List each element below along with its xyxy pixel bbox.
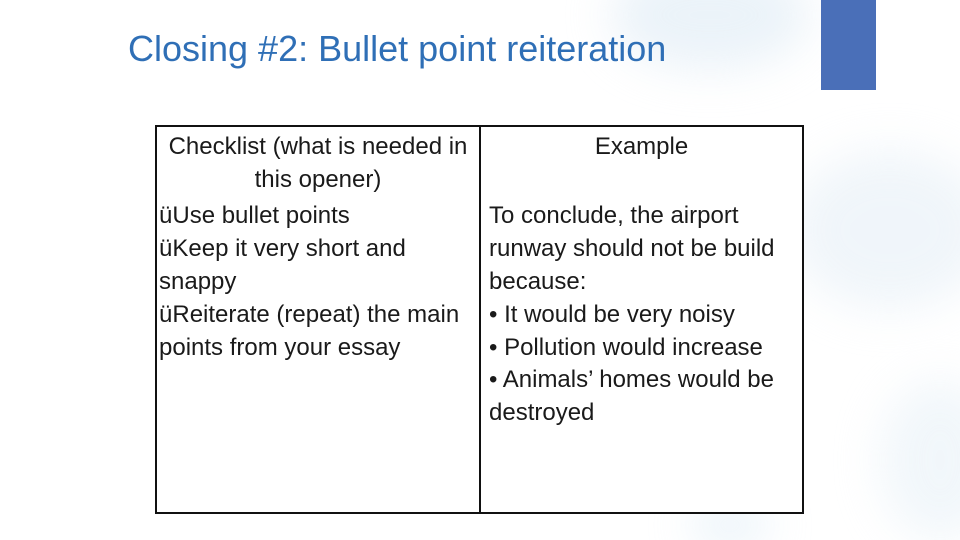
- bullet-icon: •: [489, 300, 498, 328]
- checklist-cell: [157, 199, 481, 512]
- checklist-item-text: Reiterate (repeat) the main points from your essay: [159, 300, 460, 361]
- background-glow: [880, 380, 960, 540]
- checklist-item: [159, 233, 475, 299]
- example-bullet-text: It would be very noisy: [504, 300, 735, 328]
- background-glow: [790, 150, 960, 310]
- example-intro: To conclude, the airport runway should not be build because:: [489, 202, 775, 295]
- check-icon: ü: [159, 234, 173, 262]
- bullet-icon: •: [489, 333, 498, 361]
- bullet-icon: •: [489, 366, 498, 394]
- header-example: Example: [594, 133, 689, 160]
- example-bullet: [489, 332, 798, 365]
- example-bullet-text: Animals’ homes would be destroyed: [489, 366, 774, 427]
- example-cell: [481, 199, 802, 512]
- checklist-item-text: Keep it very short and snappy: [159, 234, 406, 295]
- checklist-item: [159, 200, 475, 233]
- example-bullet: [489, 364, 798, 430]
- header-checklist: Checklist (what is needed in this opener): [157, 127, 481, 199]
- comparison-table: [155, 125, 804, 514]
- checklist-item: [159, 299, 475, 365]
- check-icon: ü: [159, 300, 173, 328]
- slide-title: Closing #2: Bullet point reiteration: [128, 28, 667, 69]
- checklist-item-text: Use bullet points: [172, 202, 350, 229]
- accent-bar: [821, 0, 876, 90]
- example-bullet-text: Pollution would increase: [504, 333, 763, 361]
- example-bullet: [489, 299, 798, 332]
- check-icon: ü: [159, 202, 173, 229]
